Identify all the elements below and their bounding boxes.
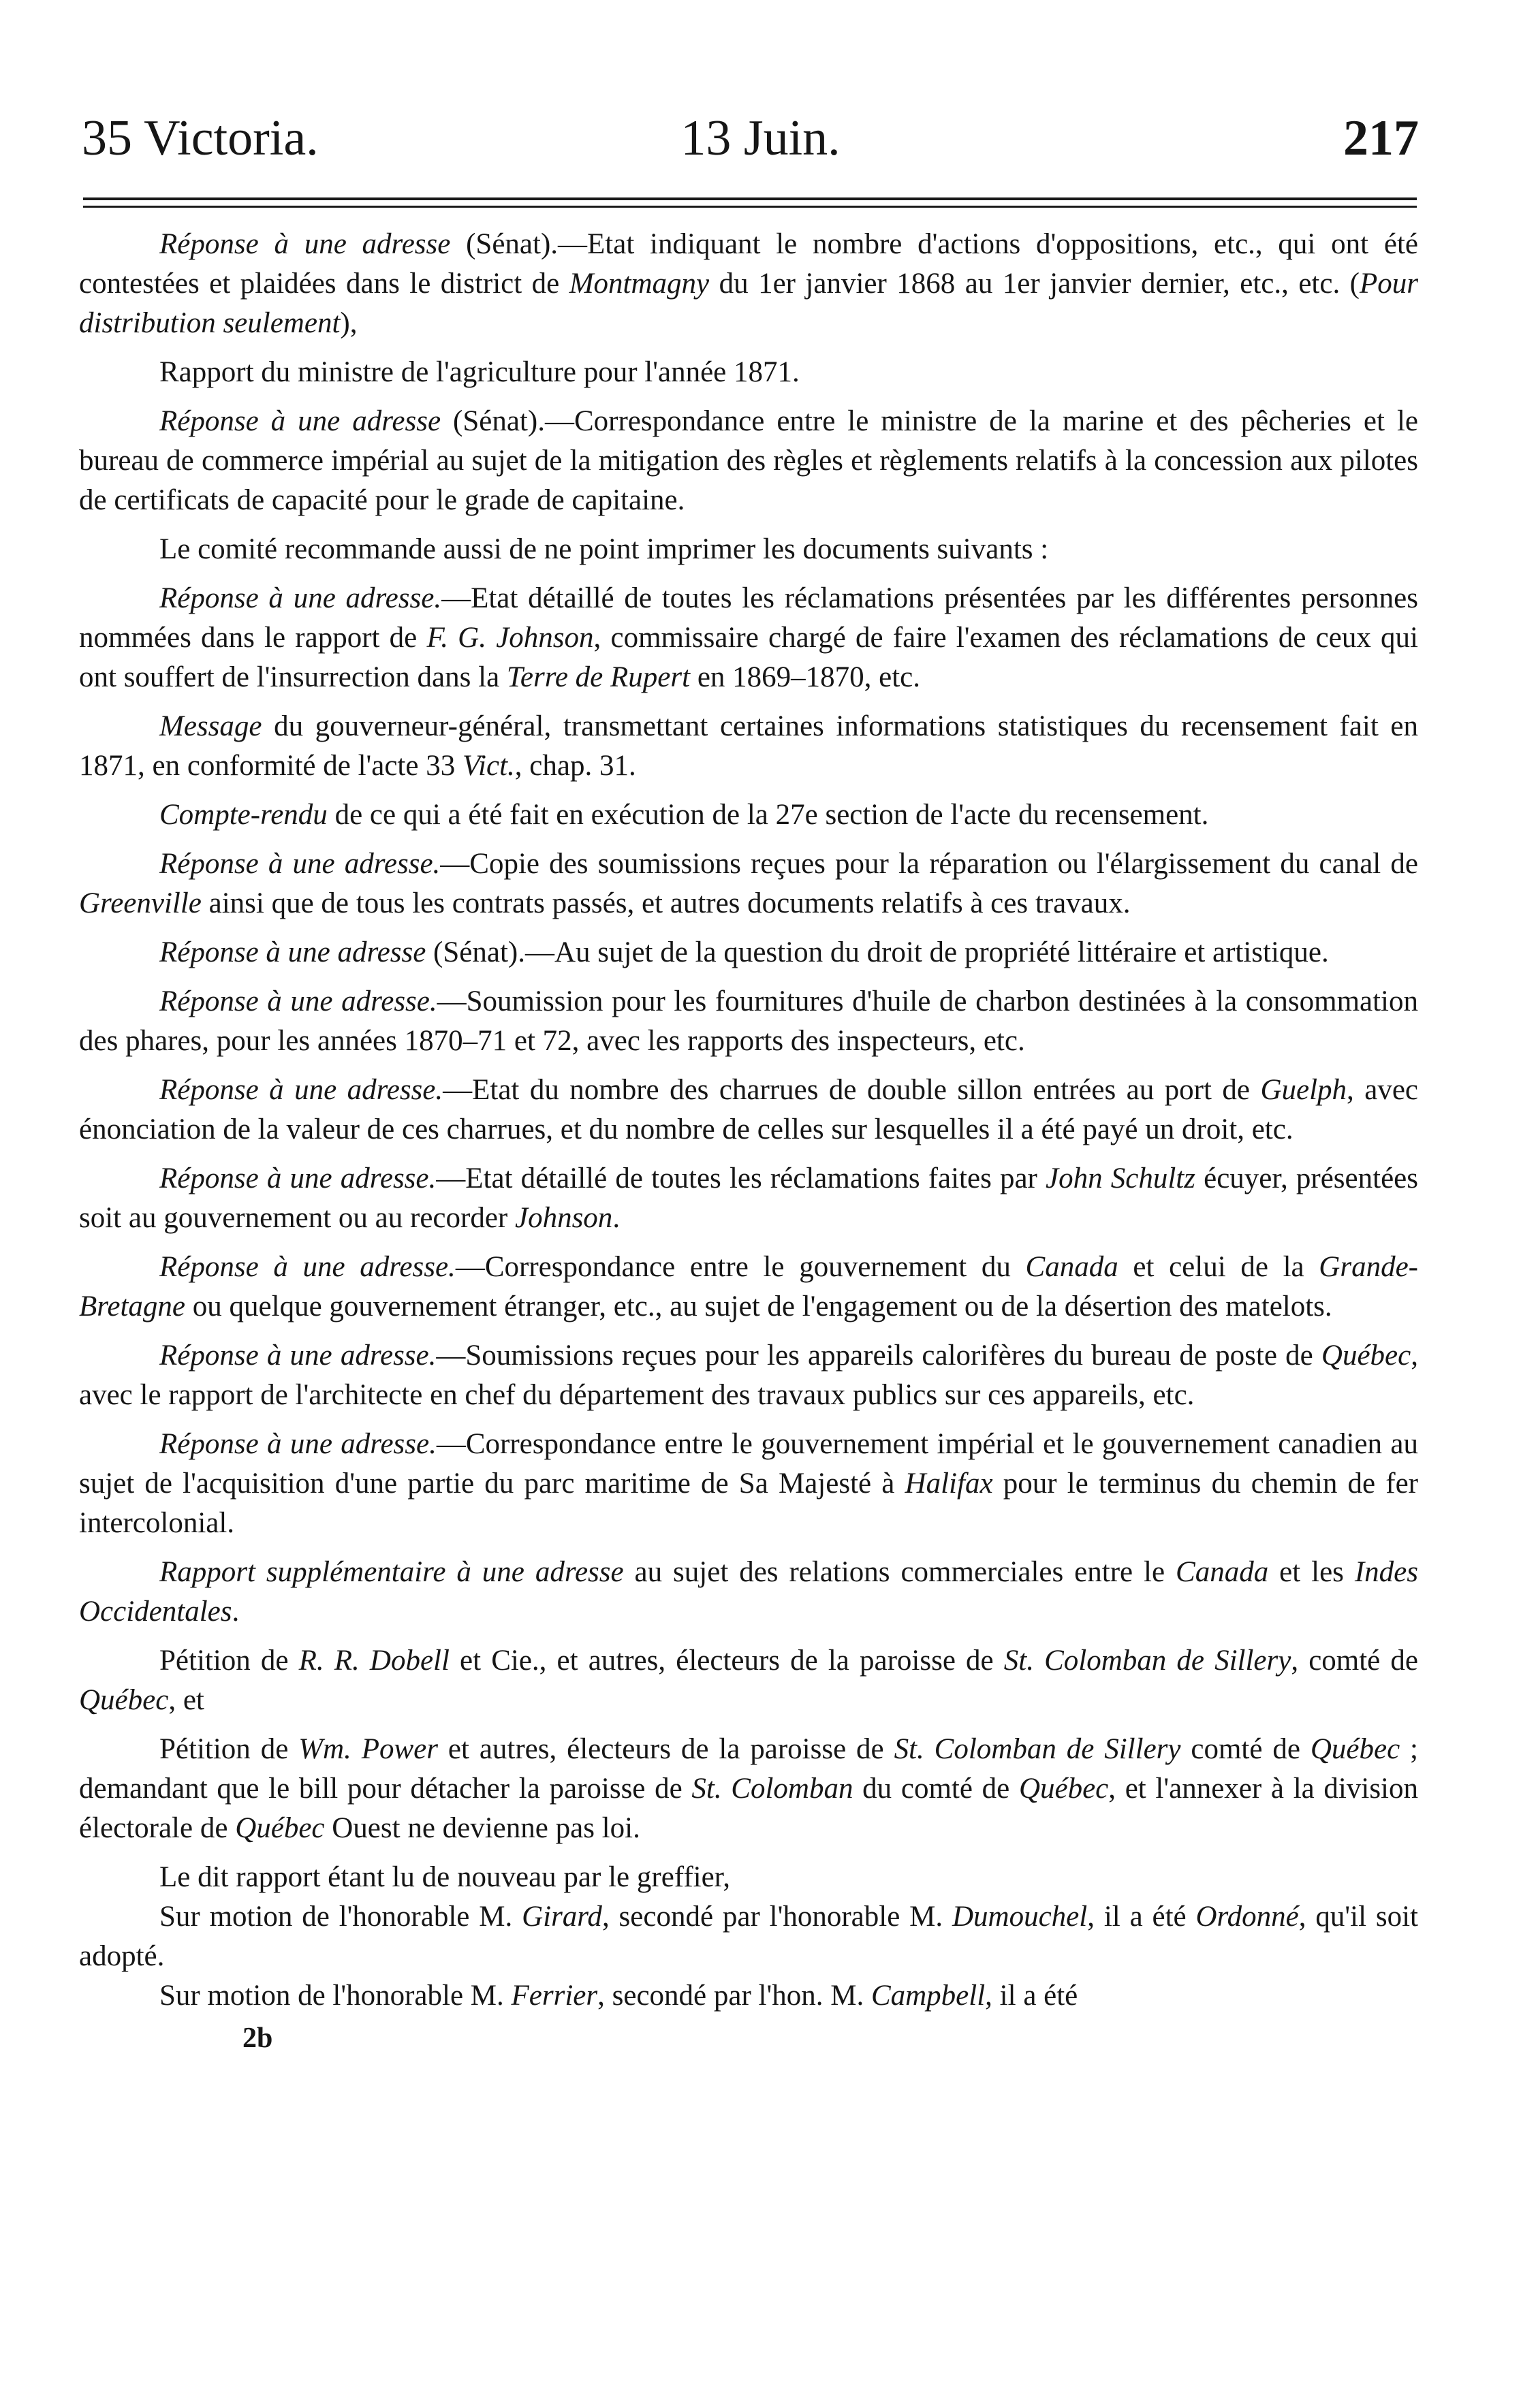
paragraph-propriete-litteraire — [79, 933, 1418, 972]
italic-run: Québec — [1321, 1340, 1411, 1372]
paragraph-petition-dobell — [79, 1641, 1418, 1720]
italic-run: Campbell — [871, 1980, 986, 2012]
paragraph-reclamations-schultz — [79, 1159, 1418, 1238]
text-run: en 1869–1870, etc. — [690, 661, 921, 693]
running-head-date: 13 Juin. — [680, 110, 841, 166]
italic-run: Canada — [1025, 1251, 1118, 1283]
italic-run: Québec — [79, 1684, 169, 1716]
text-run: de ce qui a été fait en exécution de la 27e section de l'acte du recensement. — [327, 799, 1209, 831]
italic-run: Dumouchel — [952, 1901, 1088, 1933]
paragraph-charrues-guelph — [79, 1071, 1418, 1150]
italic-run: Compte-rendu — [159, 799, 328, 831]
italic-run: Rapport supplémentaire à une adresse — [159, 1556, 624, 1588]
italic-run: Wm. Power — [298, 1733, 438, 1765]
paragraph-canal-greenville — [79, 844, 1418, 923]
text-run: Pétition de — [159, 1645, 299, 1677]
italic-run: Québec — [1310, 1733, 1400, 1765]
text-run: —Soumission pour les fournitures d'huile de charbon destinées à la consommation des phares, pour les années 1870–71 et 72, avec les rapports des inspecteurs, etc. — [79, 985, 1418, 1057]
italic-run: Guelph — [1260, 1074, 1347, 1106]
text-run: —Copie des soumissions reçues pour la réparation ou l'élargissement du canal de — [440, 848, 1418, 880]
text-run: (Sénat).—Etat indiquant le nombre d'actions d'oppositions, etc., qui ont été contestées et plaidées dans le district de — [79, 228, 1418, 300]
text-run: du comté de — [853, 1773, 1019, 1805]
italic-run: Réponse à une adresse — [159, 936, 426, 968]
page-number: 217 — [1343, 110, 1419, 166]
italic-run: F. G. Johnson — [426, 622, 594, 654]
text-run: ), — [340, 307, 358, 339]
italic-run: R. R. Dobell — [298, 1645, 450, 1677]
text-run: , chap. 31. — [514, 750, 636, 782]
text-run: pour le terminus du chemin de fer intercolonial. — [79, 1468, 1418, 1539]
text-run: , avec énonciation de la valeur de ces charrues, et du nombre de celles sur lesquelles il a été payé un droit, etc. — [79, 1074, 1418, 1145]
signature-mark: 2b — [242, 2023, 273, 2054]
text-run: , avec le rapport de l'architecte en chef du département des travaux publics sur ces appareils, etc. — [79, 1340, 1418, 1411]
italic-run: Ferrier — [511, 1980, 598, 2012]
italic-run: Réponse à une adresse. — [159, 1074, 443, 1106]
paragraph-indes-occidentales — [79, 1553, 1418, 1632]
text-run: —Correspondance entre le gouvernement impérial et le gouvernement canadien au sujet de l'acquisition d'une partie du parc maritime de Sa Majesté à — [79, 1428, 1418, 1500]
text-run: et autres, électeurs de la paroisse de — [437, 1733, 894, 1765]
italic-run: Ordonné — [1195, 1901, 1299, 1933]
text-run: , qu'il soit adopté. — [79, 1901, 1418, 1972]
paragraph-comite-recommande — [79, 530, 1418, 569]
text-run: (Sénat).—Au sujet de la question du droit de propriété littéraire et artistique. — [426, 936, 1329, 968]
text-run: Sur motion de l'honorable M. — [159, 1901, 522, 1933]
text-run: —Correspondance entre le gouvernement du — [455, 1251, 1026, 1283]
text-run: —Etat du nombre des charrues de double sillon entrées au port de — [443, 1074, 1261, 1106]
italic-run: Réponse à une adresse. — [159, 1428, 437, 1460]
italic-run: Réponse à une adresse. — [159, 985, 437, 1017]
text-run: , et — [168, 1684, 204, 1716]
italic-run: Terre de Rupert — [506, 661, 691, 693]
italic-run: Réponse à une adresse. — [159, 848, 441, 880]
italic-run: Réponse à une adresse. — [159, 1162, 437, 1194]
paragraph-calorifères-quebec — [79, 1336, 1418, 1415]
paragraph-senat-oppositions — [79, 225, 1418, 343]
text-run: Pétition de — [159, 1733, 299, 1765]
italic-run: Vict. — [462, 750, 515, 782]
text-run: ou quelque gouvernement étranger, etc., au sujet de l'engagement ou de la désertion des matelots. — [185, 1290, 1332, 1322]
italic-run: Halifax — [905, 1468, 993, 1500]
italic-run: John Schultz — [1046, 1162, 1195, 1194]
paragraph-motion-ferrier — [79, 1976, 1418, 2016]
italic-run: St. Colomban de Sillery — [894, 1733, 1181, 1765]
text-run: au sujet des relations commerciales entre le — [623, 1556, 1176, 1588]
text-run: Le dit rapport étant lu de nouveau par le greffier, — [159, 1861, 731, 1893]
text-run: , comté de — [1291, 1645, 1418, 1677]
text-run: (Sénat).—Correspondance entre le ministre de la marine et des pêcheries et le bureau de commerce impérial au sujet de la mitigation des règles et règlements relatifs à la concession aux pilotes de certificats de capacité pour le grade de capitaine. — [79, 405, 1418, 516]
header-rule-top — [83, 197, 1417, 200]
text-run: . — [612, 1202, 621, 1234]
italic-run: Pour distribution seulement — [79, 268, 1418, 339]
paragraph-motion-girard — [79, 1897, 1418, 1976]
text-run: ainsi que de tous les contrats passés, et autres documents relatifs à ces travaux. — [201, 887, 1131, 919]
page-body — [79, 225, 1418, 2058]
italic-run: Réponse à une adresse. — [159, 582, 442, 614]
paragraph-parc-halifax — [79, 1425, 1418, 1543]
paragraph-compte-rendu — [79, 795, 1418, 835]
paragraph-petition-power — [79, 1730, 1418, 1848]
italic-run: Canada — [1176, 1556, 1269, 1588]
italic-run: Message — [159, 710, 262, 742]
text-run: du gouverneur-général, transmettant certaines informations statistiques du recensement fait en 1871, en conformité de l'acte 33 — [79, 710, 1418, 782]
text-run: . — [232, 1596, 240, 1628]
italic-run: Réponse à une adresse. — [159, 1251, 456, 1283]
text-run: , et l'annexer à la division électorale de — [79, 1773, 1419, 1844]
text-run: —Soumissions reçues pour les appareils calorifères du bureau de poste de — [436, 1340, 1321, 1372]
running-head-left: 35 Victoria. — [82, 110, 319, 166]
text-run: , il a été — [985, 1980, 1078, 2012]
paragraph-reclamations-rupert — [79, 579, 1418, 697]
text-run: comté de — [1180, 1733, 1311, 1765]
italic-run: St. Colomban de Sillery — [1003, 1645, 1291, 1677]
text-run: et Cie., et autres, électeurs de la paroisse de — [449, 1645, 1004, 1677]
text-run: , commissaire chargé de faire l'examen des réclamations de ceux qui ont souffert de l'insurrection dans la — [79, 622, 1418, 693]
italic-run: Johnson — [514, 1202, 613, 1234]
text-run: —Etat détaillé de toutes les réclamations faites par — [436, 1162, 1046, 1194]
italic-run: Grande-Bretagne — [79, 1251, 1418, 1322]
text-run: et celui de la — [1118, 1251, 1319, 1283]
text-run: , il a été — [1087, 1901, 1196, 1933]
paragraph-huile-phares — [79, 982, 1418, 1061]
text-run: écuyer, présentées soit au gouvernement ou au recorder — [79, 1162, 1418, 1234]
paragraph-message-recensement — [79, 707, 1418, 786]
text-run: et les — [1268, 1556, 1355, 1588]
italic-run: Réponse à une adresse — [159, 228, 451, 260]
italic-run: Québec — [235, 1812, 325, 1844]
italic-run: Greenville — [79, 887, 202, 919]
paragraph-rapport-lu — [79, 1858, 1418, 1897]
text-run: Ouest ne devienne pas loi. — [324, 1812, 640, 1844]
italic-run: St. Colomban — [691, 1773, 853, 1805]
paragraph-rapport-agriculture — [79, 353, 1418, 392]
italic-run: Indes Occidentales — [79, 1556, 1418, 1628]
text-run: Sur motion de l'honorable M. — [159, 1980, 512, 2012]
italic-run: Québec — [1018, 1773, 1109, 1805]
text-run: Le comité recommande aussi de ne point imprimer les documents suivants : — [159, 533, 1049, 565]
italic-run: Réponse à une adresse. — [159, 1340, 437, 1372]
paragraph-marine-pecheries — [79, 402, 1418, 520]
text-run: —Etat détaillé de toutes les réclamations présentées par les différentes personnes nommées dans le rapport de — [79, 582, 1418, 654]
italic-run: Montmagny — [569, 268, 710, 300]
text-run: du 1er janvier 1868 au 1er janvier dernier, etc., etc. ( — [709, 268, 1360, 300]
text-run: ; demandant que le bill pour détacher la paroisse de — [79, 1733, 1419, 1805]
paragraph-desertion-matelots — [79, 1248, 1418, 1327]
text-run: Rapport du ministre de l'agriculture pour l'année 1871. — [159, 356, 800, 388]
italic-run: Réponse à une adresse — [159, 405, 441, 437]
italic-run: Girard — [522, 1901, 602, 1933]
text-run: , secondé par l'honorable M. — [601, 1901, 952, 1933]
header-rule-bottom — [83, 206, 1417, 208]
text-run: , secondé par l'hon. M. — [597, 1980, 871, 2012]
